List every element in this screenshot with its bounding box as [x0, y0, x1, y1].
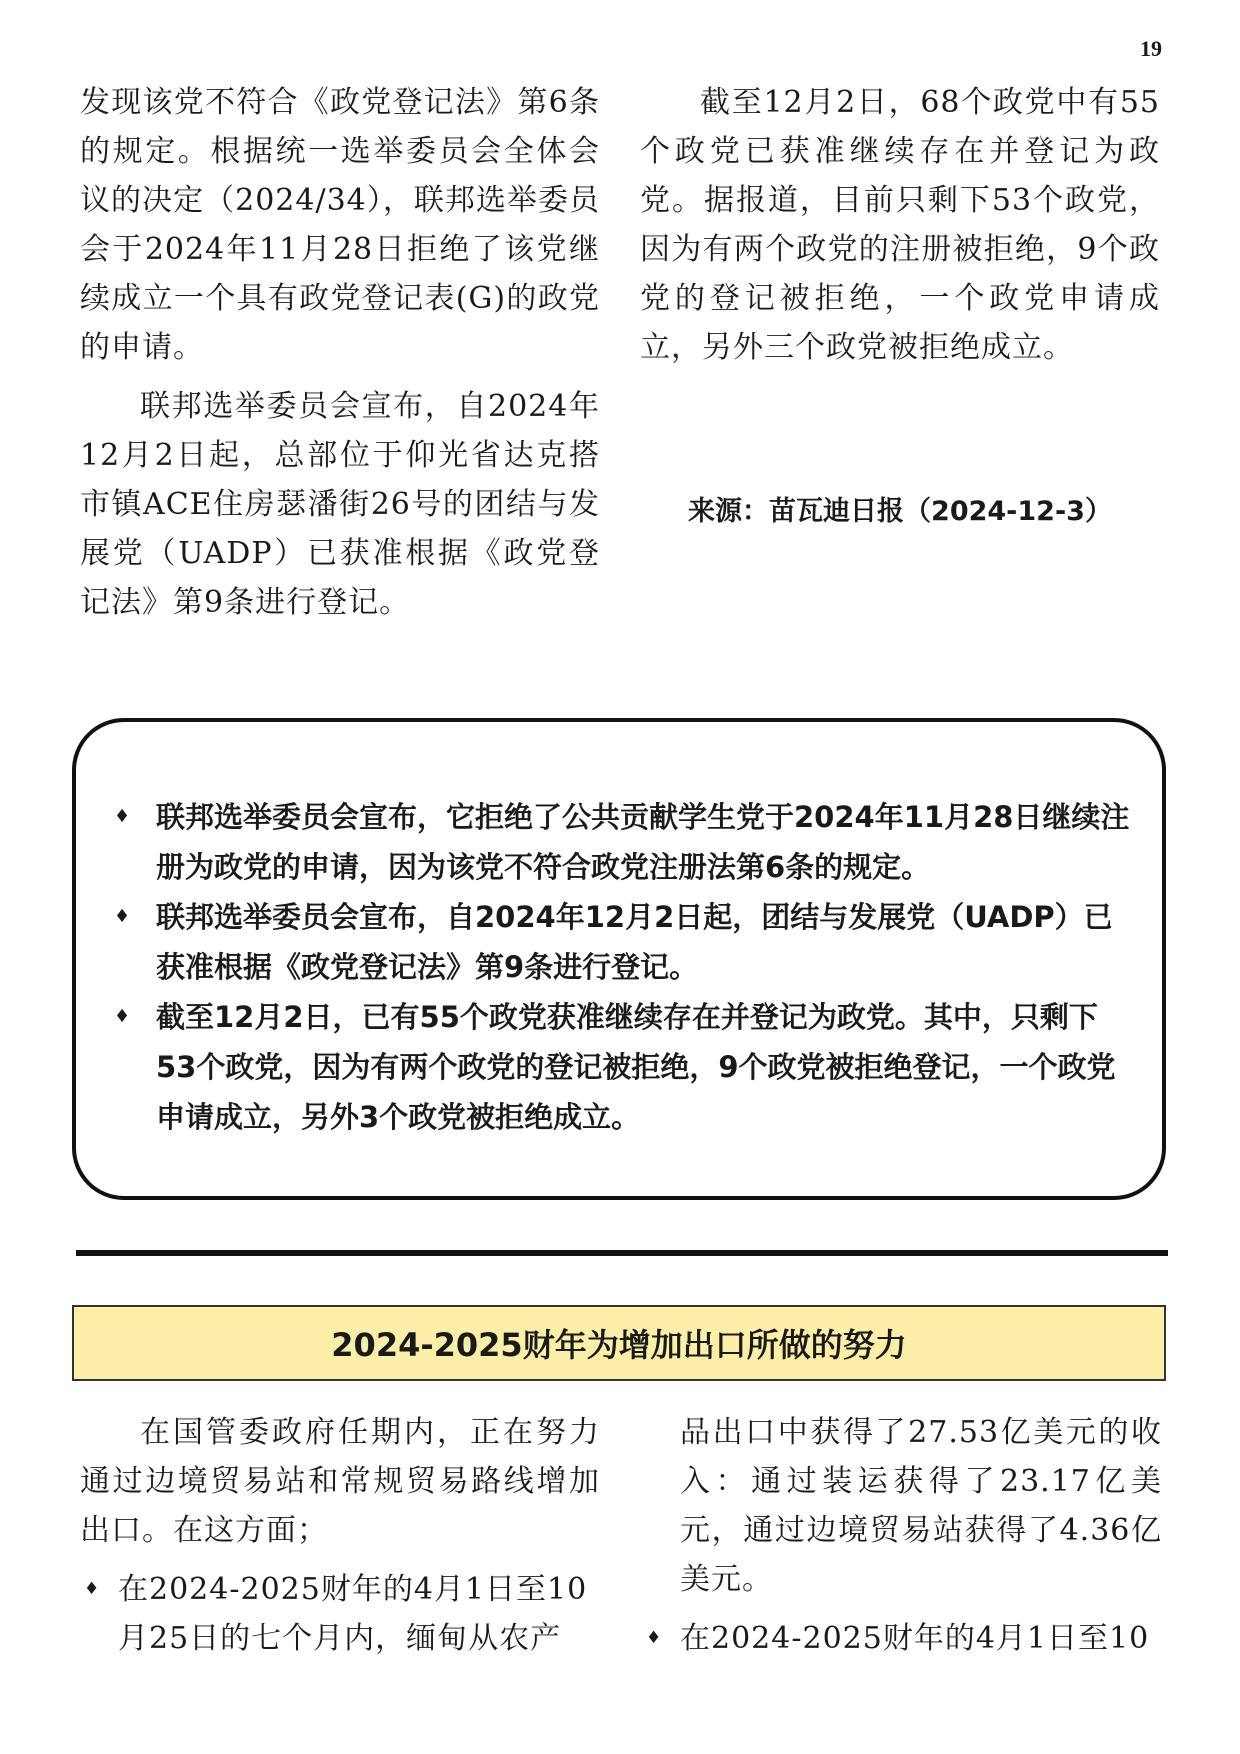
summary-text: 联邦选举委员会宣布，它拒绝了公共贡献学生党于2024年11月28日继续注册为政党的申请，因为该党不符合政党注册法第6条的规定。: [156, 800, 1130, 884]
diamond-bullet-icon: ♦: [84, 1579, 101, 1599]
bottom-left-column: [80, 1408, 600, 1671]
summary-item: [114, 992, 1132, 1142]
list-item-text: 在2024-2025财年的4月1日至10月25日的七个月内，缅甸从农产: [118, 1572, 588, 1656]
bottom-right-column: [642, 1408, 1162, 1671]
paragraph: 截至12月2日，68个政党中有55个政党已获准继续存在并登记为政党。据报道，目前只剩下53个政党，因为有两个政党的注册被拒绝，9个政党的登记被拒绝，一个政党申请成立，另外三个政党被拒绝成立。: [640, 85, 1160, 365]
summary-item: [114, 792, 1132, 892]
diamond-bullet-icon: ♦: [114, 806, 131, 827]
list-item: [642, 1614, 1162, 1663]
section-title: 2024-2025财年为增加出口所做的努力: [72, 1305, 1166, 1381]
top-left-column: [80, 78, 600, 637]
top-right-column: [640, 78, 1160, 382]
diamond-bullet-icon: ♦: [646, 1628, 663, 1648]
summary-item: [114, 892, 1132, 992]
list-item-text: 在2024-2025财年的4月1日至10: [680, 1621, 1150, 1656]
diamond-bullet-icon: ♦: [114, 906, 131, 927]
summary-box: [72, 718, 1166, 1200]
summary-text: 联邦选举委员会宣布，自2024年12月2日起，团结与发展党（UADP）已获准根据《政党登记法》第9条进行登记。: [156, 900, 1113, 984]
paragraph: 发现该党不符合《政党登记法》第6条的规定。根据统一选举委员会全体会议的决定（2024/34），联邦选举委员会于2024年11月28日拒绝了该党继续成立一个具有政党登记表(G)的政党的申请。: [80, 85, 600, 365]
list-item: [80, 1565, 600, 1663]
source-citation: 来源：苗瓦迪日报（2024-12-3）: [688, 496, 1112, 527]
paragraph: 在国管委政府任期内，正在努力通过边境贸易站和常规贸易路线增加出口。在这方面；: [80, 1415, 600, 1548]
summary-text: 截至12月2日，已有55个政党获准继续存在并登记为政党。其中，只剩下53个政党，因为有两个政党的登记被拒绝，9个政党被拒绝登记，一个政党申请成立，另外3个政党被拒绝成立。: [156, 1000, 1116, 1134]
section-divider: [76, 1250, 1168, 1256]
page-number: 19: [1140, 36, 1162, 61]
paragraph: 品出口中获得了27.53亿美元的收入：通过装运获得了23.17亿美元，通过边境贸易站获得了4.36亿美元。: [680, 1415, 1162, 1597]
paragraph: 联邦选举委员会宣布，自2024年12月2日起，总部位于仰光省达克搭市镇ACE住房瑟潘街26号的团结与发展党（UADP）已获准根据《政党登记法》第9条进行登记。: [80, 389, 600, 620]
diamond-bullet-icon: ♦: [114, 1006, 131, 1027]
